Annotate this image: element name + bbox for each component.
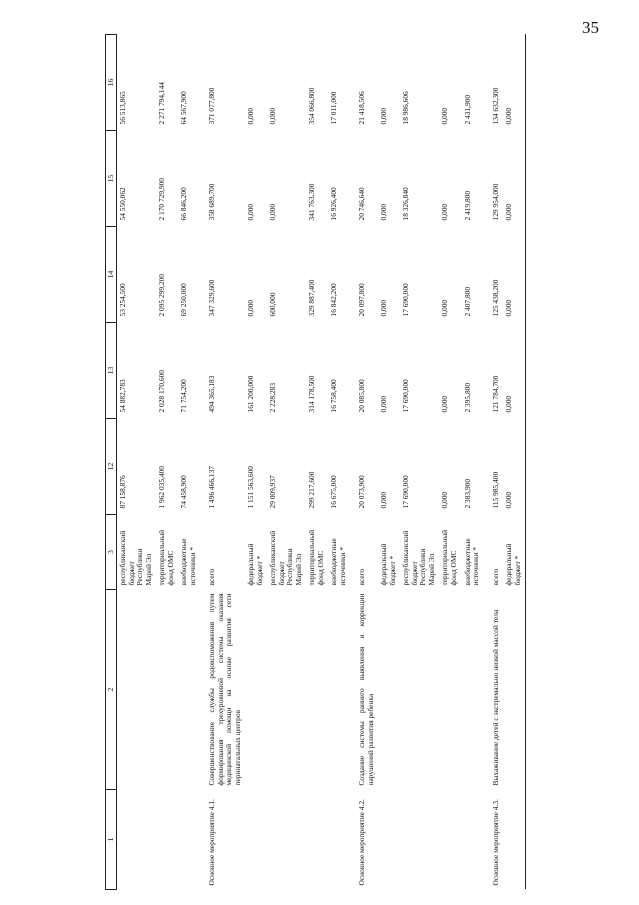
value-cell: 1 151 563,600 (246, 466, 256, 509)
value-cell: 299 217,600 (307, 471, 317, 509)
funding-source-cell: территориальный фонд ОМС (440, 529, 458, 586)
value-cell: 0,000 (440, 395, 450, 413)
value-cell: 0,000 (268, 203, 278, 221)
header-cell: 1 (106, 790, 117, 890)
measure-number-cell (503, 790, 526, 890)
table-row (245, 35, 267, 890)
header-cell: 15 (106, 131, 117, 227)
measure-description-cell (178, 590, 200, 790)
value-cell: 16 842,200 (329, 283, 339, 317)
value-cell: 71 754,200 (179, 379, 189, 413)
value-cell: 21 418,506 (357, 91, 367, 125)
value-cell: 54 550,062 (118, 187, 127, 221)
value-cell: 0,000 (379, 203, 389, 221)
value-cell: 29 009,937 (268, 475, 278, 509)
table-row (267, 35, 306, 890)
value-cell: 358 689,700 (207, 183, 217, 221)
value-cell: 1 496 466,137 (207, 466, 217, 509)
measure-number-cell (328, 790, 350, 890)
value-cell: 69 250,000 (179, 283, 189, 317)
value-cell: 16 675,000 (329, 475, 339, 509)
measure-description-cell (503, 590, 526, 790)
value-cell: 0,000 (503, 419, 526, 515)
value-cell: 20 746,640 (357, 187, 367, 221)
measure-description-cell (378, 590, 400, 790)
value-cell: 20 097,800 (357, 283, 367, 317)
measure-description-cell (439, 590, 461, 790)
value-cell: 0,000 (246, 299, 256, 317)
funding-source-cell: федеральный бюджет * (503, 515, 526, 590)
value-cell: 354 066,800 (307, 87, 317, 125)
header-cell: 2 (106, 590, 117, 790)
funding-source-cell: всего (490, 568, 500, 586)
funding-source-cell: внебюджетные источники * (329, 538, 347, 586)
funding-source-cell: всего (207, 568, 217, 586)
measure-number-cell: Основное мероприятие 4.1. (207, 799, 217, 886)
value-cell: 66 846,200 (179, 187, 189, 221)
value-cell: 18 326,840 (401, 187, 411, 221)
value-cell: 64 567,900 (179, 91, 189, 125)
measure-number-cell (462, 790, 484, 890)
value-cell: 314 178,500 (307, 375, 317, 413)
value-cell: 17 011,000 (329, 91, 339, 125)
value-cell: 2 028 170,600 (157, 370, 167, 413)
table-row (503, 35, 526, 890)
measure-description-cell (117, 590, 157, 790)
value-cell: 0,000 (440, 107, 450, 125)
value-cell: 0,000 (379, 107, 389, 125)
table-row (350, 35, 378, 890)
header-cell: 16 (106, 35, 117, 131)
value-cell: 347 329,600 (207, 279, 217, 317)
value-cell: 121 784,700 (490, 375, 500, 413)
value-cell: 0,000 (246, 203, 256, 221)
budget-table (105, 34, 526, 890)
measure-number-cell (245, 790, 267, 890)
value-cell: 0,000 (379, 299, 389, 317)
measure-number-cell (156, 790, 178, 890)
table-row (156, 35, 178, 890)
value-cell: 2 170 729,900 (157, 178, 167, 221)
table-row (484, 35, 504, 890)
value-cell: 329 887,400 (307, 279, 317, 317)
table-row (328, 35, 350, 890)
measure-number-cell: Основное мероприятие 4.2. (357, 799, 367, 886)
value-cell: 20 073,900 (357, 475, 367, 509)
value-cell: 2 383,900 (462, 478, 472, 509)
measure-description-cell (462, 590, 484, 790)
funding-source-cell: территориальный фонд ОМС (157, 529, 175, 586)
measure-number-cell (178, 790, 200, 890)
value-cell: 0,000 (379, 395, 389, 413)
value-cell: 129 954,000 (490, 183, 500, 221)
table-row (378, 35, 400, 890)
value-cell: 16 926,400 (329, 187, 339, 221)
funding-source-cell: внебюджетные источники * (462, 538, 481, 586)
page-number: 35 (582, 18, 599, 37)
table-row (178, 35, 200, 890)
value-cell: 2 419,800 (462, 190, 472, 221)
table-row (439, 35, 461, 890)
value-cell: 1 962 035,400 (157, 466, 167, 509)
funding-source-cell: республиканский бюджет Республики Марий Эл (401, 530, 436, 586)
measure-description-cell (156, 590, 178, 790)
value-cell: 54 882,783 (118, 379, 127, 413)
value-cell: 341 763,300 (307, 183, 317, 221)
table-body (117, 35, 526, 890)
value-cell: 0,000 (503, 131, 526, 227)
value-cell: 56 513,865 (118, 91, 127, 125)
measure-number-cell (439, 790, 461, 890)
measure-description-cell (306, 590, 328, 790)
value-cell: 2 407,800 (462, 286, 472, 317)
value-cell: 0,000 (503, 323, 526, 419)
funding-source-cell: территориальный фонд ОМС (307, 529, 325, 586)
table-row (306, 35, 328, 890)
measure-number-cell (267, 790, 306, 890)
measure-description-cell (267, 590, 306, 790)
value-cell: 2 431,900 (462, 94, 472, 125)
header-row (106, 35, 117, 890)
value-cell: 16 758,400 (329, 379, 339, 413)
value-cell: 0,000 (440, 203, 450, 221)
measure-number-cell (117, 790, 157, 890)
funding-source-cell: федеральный бюджет * (246, 543, 264, 586)
value-cell: 2 271 794,144 (157, 82, 167, 125)
value-cell: 600,000 (268, 292, 278, 317)
table-row (117, 35, 157, 890)
value-cell: 53 254,500 (118, 283, 127, 317)
value-cell: 20 085,800 (357, 379, 367, 413)
value-cell: 0,000 (379, 491, 389, 509)
value-cell: 2 095 299,200 (157, 274, 167, 317)
measure-number-cell (306, 790, 328, 890)
table-row (200, 35, 245, 890)
header-cell: 12 (106, 419, 117, 515)
value-cell: 134 632,300 (490, 87, 500, 125)
funding-source-cell: всего (357, 568, 367, 586)
value-cell: 17 690,000 (401, 379, 411, 413)
measure-description-cell (245, 590, 267, 790)
value-cell: 161 200,000 (246, 375, 256, 413)
value-cell: 87 158,876 (118, 475, 127, 509)
value-cell: 18 986,606 (401, 91, 411, 125)
value-cell: 2 228,283 (268, 382, 278, 413)
funding-source-cell: внебюджетные источники * (179, 538, 197, 586)
measure-description-cell (328, 590, 350, 790)
value-cell: 494 365,183 (207, 375, 217, 413)
table-row (400, 35, 439, 890)
value-cell: 0,000 (440, 491, 450, 509)
value-cell: 371 077,800 (207, 87, 217, 125)
header-cell: 14 (106, 227, 117, 323)
measure-number-cell (378, 790, 400, 890)
value-cell: 0,000 (503, 227, 526, 323)
value-cell: 17 690,000 (401, 475, 411, 509)
rotated-table-container (105, 35, 535, 890)
measure-number-cell (400, 790, 439, 890)
measure-description-cell (400, 590, 439, 790)
header-cell: 3 (106, 515, 117, 590)
value-cell: 0,000 (440, 299, 450, 317)
value-cell: 17 690,000 (401, 283, 411, 317)
value-cell: 0,000 (246, 107, 256, 125)
value-cell: 2 395,800 (462, 382, 472, 413)
value-cell: 74 458,900 (179, 475, 189, 509)
funding-source-cell: республиканский бюджет Республики Марий Эл (268, 530, 303, 586)
value-cell: 0,000 (268, 107, 278, 125)
measure-description-cell: Выхаживание детей с экстремально низкой массой тела (490, 609, 500, 786)
value-cell: 125 438,200 (490, 279, 500, 317)
value-cell: 115 985,400 (490, 471, 500, 509)
measure-number-cell: Основное мероприятие 4.3. (490, 799, 500, 886)
table-row (462, 35, 484, 890)
funding-source-cell: федеральный бюджет * (379, 543, 397, 586)
header-cell: 13 (106, 323, 117, 419)
measure-description-cell: Создание системы раннего выявления и коррекции нарушений развития ребенка (357, 593, 375, 786)
funding-source-cell: республиканский бюджет Республики Марий Эл (118, 530, 153, 586)
measure-description-cell: Совершенствование службы родовспоможения путем формирования трехуровневой системы оказания медицинской помощи на основе развития сети перинатальных центров (207, 593, 242, 786)
value-cell: 0,000 (503, 35, 526, 131)
